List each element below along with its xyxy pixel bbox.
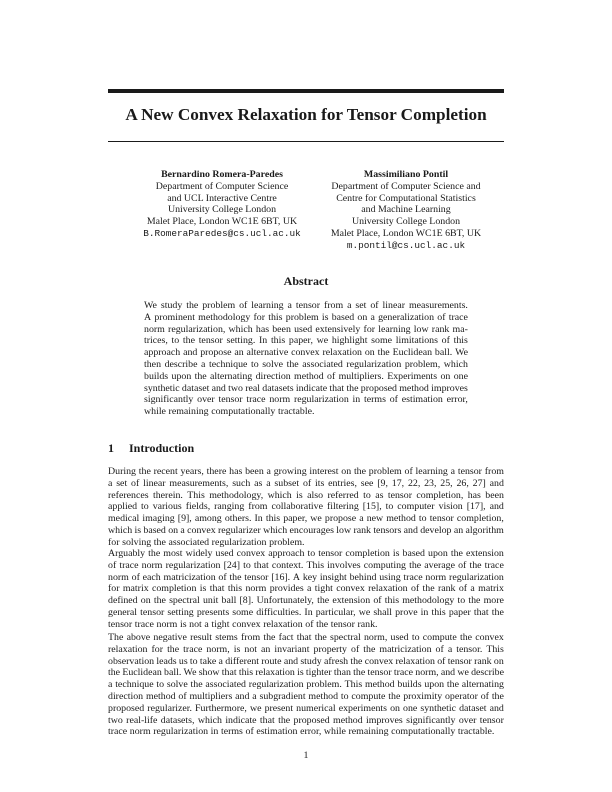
text-line: two real-life datasets, which indicate that the proposed method improves significantly over tensor: [108, 714, 504, 726]
text-line: The above negative result stems from the fact that the spectral norm, used to compute the convex: [108, 632, 504, 643]
title-bottom-rule: [108, 141, 504, 142]
text-line: synthetic dataset and two real datasets indicate that the proposed method improves: [144, 382, 468, 394]
text-line: trices, to the tensor setting. In this paper, we highlight some limitations of this: [144, 335, 468, 347]
text-line: During the recent years, there has been a growing interest on the problem of learning a tensor from: [108, 466, 504, 477]
text-line: norm regularization, which has been used extensively for learning low rank ma-: [144, 323, 468, 335]
text-line: applied to various fields, ranging from collaborative filtering [15], to computer vision [17], and: [108, 501, 504, 513]
text-line: Arguably the most widely used convex approach to tensor completion is based upon the extension: [108, 548, 504, 559]
intro-paragraph-2: [108, 548, 504, 631]
paper-title: A New Convex Relaxation for Tensor Completion: [125, 105, 487, 124]
author-affiliation-line: Department of Computer Science: [155, 180, 289, 192]
text-line: trace norm regularization in terms of estimation error, while remaining computationally tractable.: [108, 726, 495, 738]
text-line: significantly over tensor trace norm regularization in terms of estimation error,: [144, 394, 468, 406]
text-line: norm of each matricization of the tensor [16]. A key insight behind using trace norm regularization: [108, 571, 504, 583]
text-line: builds upon the alternating direction method of multipliers. Experiments on one: [144, 370, 468, 382]
text-line: tensor trace norm is not a tight convex relaxation of the tensor rank.: [108, 618, 378, 630]
text-line: references therein. This methodology, which is also referred to as tensor completion, has been: [108, 489, 504, 501]
text-line: relaxation for the trace norm, is not an invariant property of the matricization of a tensor. This: [108, 643, 504, 655]
author-block-2: [306, 169, 506, 252]
text-line: then describe a technique to solve the associated regularization problem, which: [144, 358, 468, 370]
author-email: B.RomeraParedes@cs.ucl.ac.uk: [143, 227, 301, 239]
text-line: A prominent methodology for this problem is based on a generalization of trace: [144, 311, 468, 323]
text-line: proposed regularizer. Furthermore, we present numerical experiments on one synthetic dataset and: [108, 702, 504, 714]
text-line: the Euclidean ball. We show that this relaxation is tighter than the tensor trace norm, and we describe: [108, 667, 504, 679]
text-line: defined on the spectral unit ball [8]. Unfortunately, the extension of this methodology to the more: [108, 595, 504, 607]
abstract-body: [144, 300, 468, 418]
text-line: a technique to solve the associated regularization problem. This method builds upon the alternating: [108, 679, 504, 691]
intro-paragraph-3: [108, 632, 504, 738]
text-line: observation leads us to take a different route and study afresh the convex relaxation of tensor rank on: [108, 655, 504, 667]
text-line: direction method of multipliers and a subgradient method to compute the proximity operator of the: [108, 690, 504, 702]
text-line: for matrix completion is that this norm provides a tight convex relaxation of the rank of a matrix: [108, 583, 504, 595]
author-affiliation-line: and Machine Learning: [361, 204, 451, 216]
author-affiliation-line: University College London: [351, 216, 461, 228]
intro-paragraph-1: [108, 466, 504, 549]
text-line: approach and propose an alternative convex relaxation on the Euclidean ball. We: [144, 347, 468, 359]
section-number: 1: [108, 441, 114, 455]
section-title: Introduction: [129, 441, 195, 455]
author-affiliation-line: and UCL Interactive Centre: [167, 192, 277, 204]
author-affiliation-line: Centre for Computational Statistics: [336, 192, 476, 204]
author-email: m.pontil@cs.ucl.ac.uk: [346, 239, 466, 251]
text-line: which is based on a convex regularizer which encourages low rank tensors and develop an algorithm: [108, 524, 504, 536]
text-line: for solving the associated regularization problem.: [108, 536, 305, 548]
text-line: while remaining computationally tractable.: [144, 406, 315, 418]
author-affiliation-line: University College London: [167, 204, 277, 216]
abstract-heading: Abstract: [283, 274, 329, 288]
text-line: We study the problem of learning a tensor from a set of linear measurements.: [144, 300, 468, 311]
author-affiliation-line: Malet Place, London WC1E 6BT, UK: [330, 227, 482, 239]
text-line: general tensor setting presents some difficulties. In particular, we shall prove in this paper that the: [108, 606, 504, 618]
author-name: Bernardino Romera-Paredes: [161, 169, 283, 180]
text-line: a set of linear measurements, such as a subset of its entries, see [9, 17, 22, 23, 25, 26, 27] and: [108, 477, 504, 489]
text-line: medical imaging [9], among others. In this paper, we propose a new method to tensor completion,: [108, 513, 504, 525]
author-name: Massimiliano Pontil: [363, 169, 449, 180]
title-top-rule: [108, 89, 504, 93]
author-affiliation-line: Department of Computer Science and: [331, 180, 481, 192]
author-affiliation-line: Malet Place, London WC1E 6BT, UK: [146, 216, 298, 228]
page-number: 1: [303, 750, 309, 761]
text-line: of trace norm regularization [24] to that context. This involves computing the average of the trace: [108, 559, 504, 571]
section-heading: [108, 441, 194, 455]
author-block-1: [118, 169, 326, 240]
